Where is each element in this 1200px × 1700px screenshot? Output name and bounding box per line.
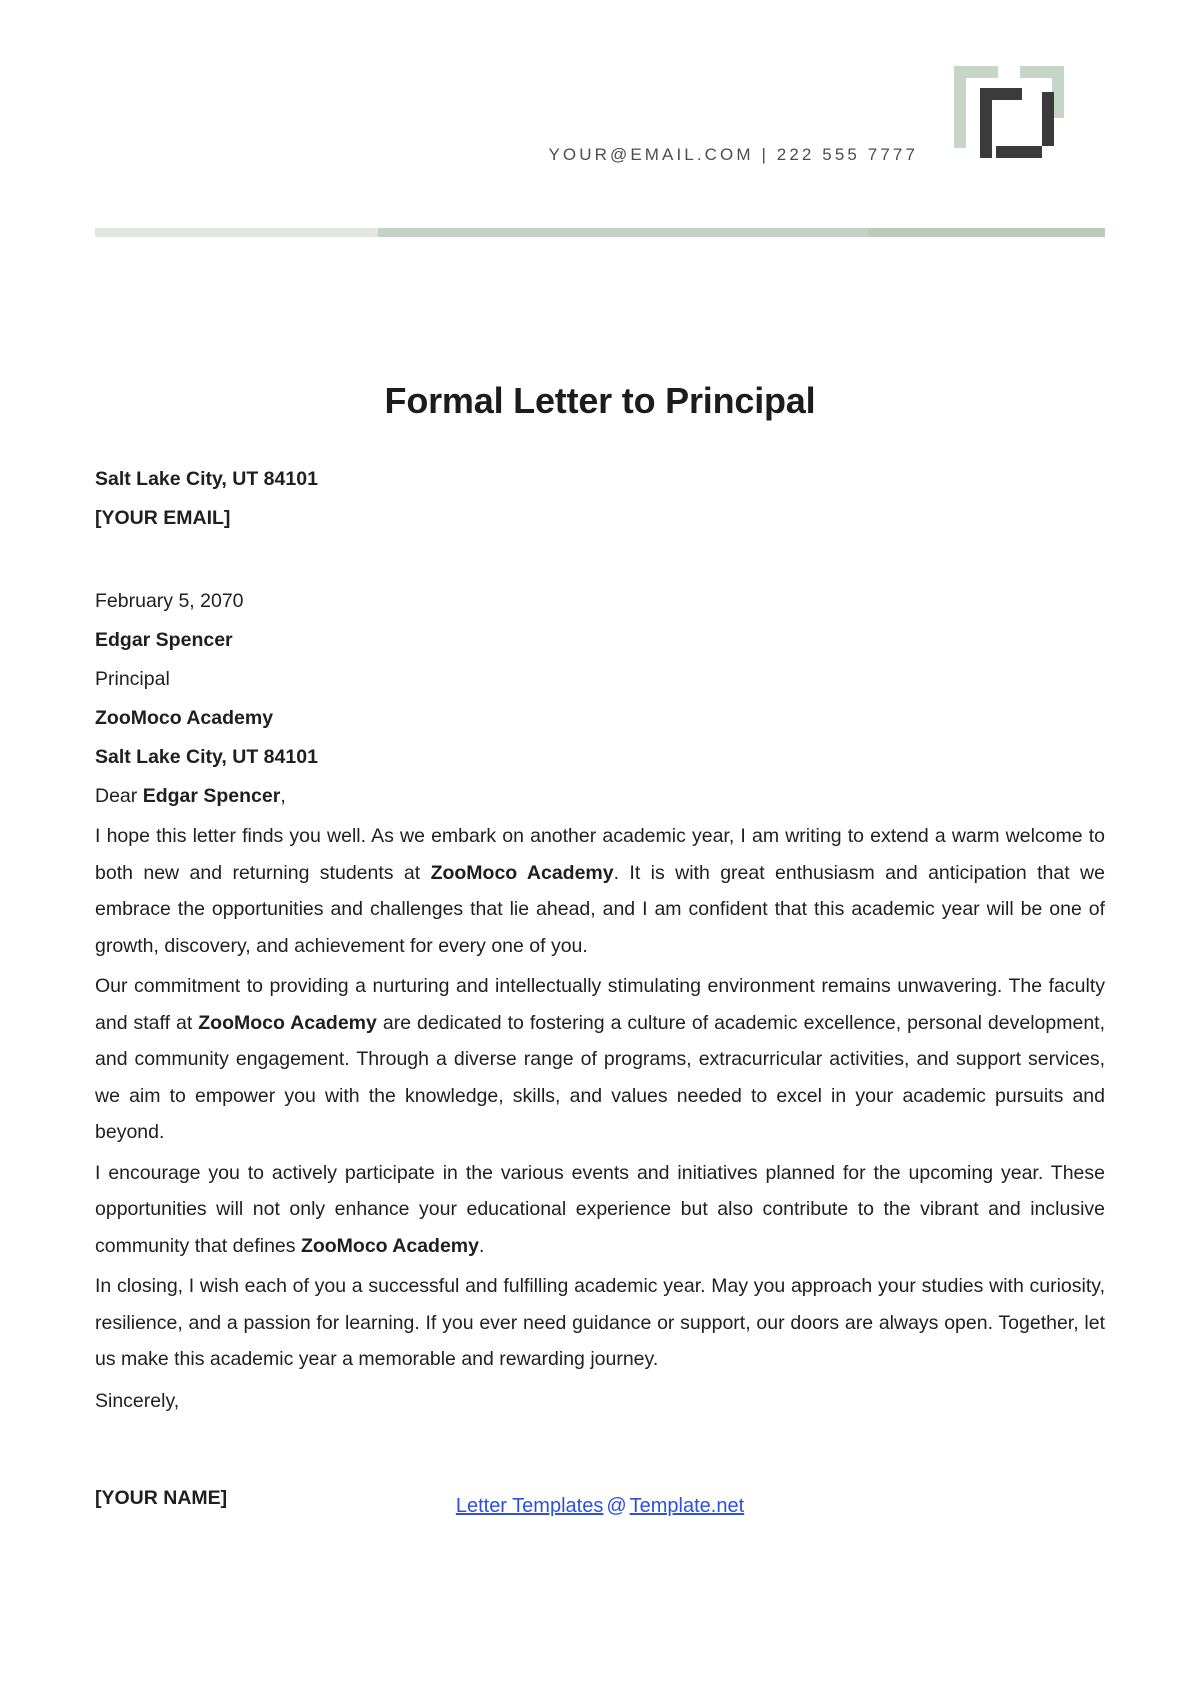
- divider-segment-2: [378, 228, 868, 237]
- footer-separator: @: [606, 1495, 627, 1517]
- paragraph-2-org: ZooMoco Academy: [198, 1011, 377, 1034]
- block-spacer: [95, 538, 1105, 582]
- letterhead: [0, 0, 1200, 200]
- template-net-link[interactable]: Template.net: [629, 1495, 745, 1517]
- letter-templates-link[interactable]: Letter Templates: [455, 1495, 604, 1517]
- paragraph-4: In closing, I wish each of you a successful and fulfilling academic year. May you approach your studies with curiosity, resilience, and a passion for learning. If you ever need guidance or support, our doors are always open. Together, let us make this academic year a memorable and rewarding journey.: [95, 1275, 1105, 1370]
- recipient-name: Edgar Spencer: [95, 629, 233, 651]
- signature-name: [YOUR NAME]: [95, 1486, 228, 1509]
- sender-city: Salt Lake City, UT 84101: [95, 468, 318, 490]
- salutation-name: Edgar Spencer: [142, 785, 281, 807]
- letter-date: February 5, 2070: [95, 590, 244, 612]
- recipient-city: Salt Lake City, UT 84101: [95, 746, 318, 768]
- salutation-prefix: Dear: [95, 785, 143, 807]
- paragraph-3-org: ZooMoco Academy: [300, 1234, 479, 1257]
- paragraph-1-org: ZooMoco Academy: [430, 861, 614, 884]
- page-title: Formal Letter to Principal: [384, 380, 816, 421]
- footer: [0, 1495, 1200, 1518]
- divider-segment-1: [95, 228, 378, 237]
- recipient-organization: ZooMoco Academy: [95, 707, 274, 729]
- paragraph-2-part-c: are dedicated to fostering a culture of academic excellence, personal development, and community engagement. Through a diverse range of programs, extracurricular activities, and support services, we aim to empower you with the knowledge, skills, and values needed to excel in your academic pursuits and beyond.: [95, 1011, 1106, 1143]
- paragraph-2: [95, 968, 1105, 1151]
- paragraph-3-part-a: I encourage you to actively participate in the various events and initiatives planned for the upcoming year. These opportunities will not only enhance your educational experience but also contribute to the vibrant and inclusive community that defines: [95, 1161, 1105, 1257]
- recipient-block: [95, 582, 1105, 777]
- paragraph-1-part-c: . It is with great enthusiasm and anticipation that we embrace the opportunities and challenges that lie ahead, and I am confident that this academic year will be one of growth, discovery, and achievement for every one of you.: [95, 861, 1105, 957]
- sender-address-block: [95, 460, 1105, 538]
- sender-email: [YOUR EMAIL]: [95, 507, 231, 529]
- letter-body: [95, 380, 1105, 1518]
- salutation: [95, 777, 1105, 816]
- closing-line: Sincerely,: [95, 1389, 180, 1412]
- paragraph-1-part-a: I hope this letter finds you well. As we embark on another academic year, I am writing to extend a warm welcome to both new and returning students at: [95, 825, 1105, 884]
- paragraph-2-part-a: Our commitment to providing a nurturing and intellectually stimulating environment remains unwavering. The faculty and staff at: [95, 975, 1105, 1034]
- bracket-logo-icon: [950, 62, 1068, 172]
- paragraph-3-part-c: .: [479, 1234, 485, 1257]
- contact-info: YOUR@EMAIL.COM | 222 555 7777: [548, 145, 918, 164]
- header-divider: [95, 228, 1105, 237]
- salutation-suffix: ,: [280, 785, 286, 807]
- paragraph-1: [95, 818, 1105, 964]
- divider-segment-3: [868, 228, 1105, 237]
- paragraph-3: [95, 1155, 1105, 1265]
- recipient-role: Principal: [95, 668, 170, 690]
